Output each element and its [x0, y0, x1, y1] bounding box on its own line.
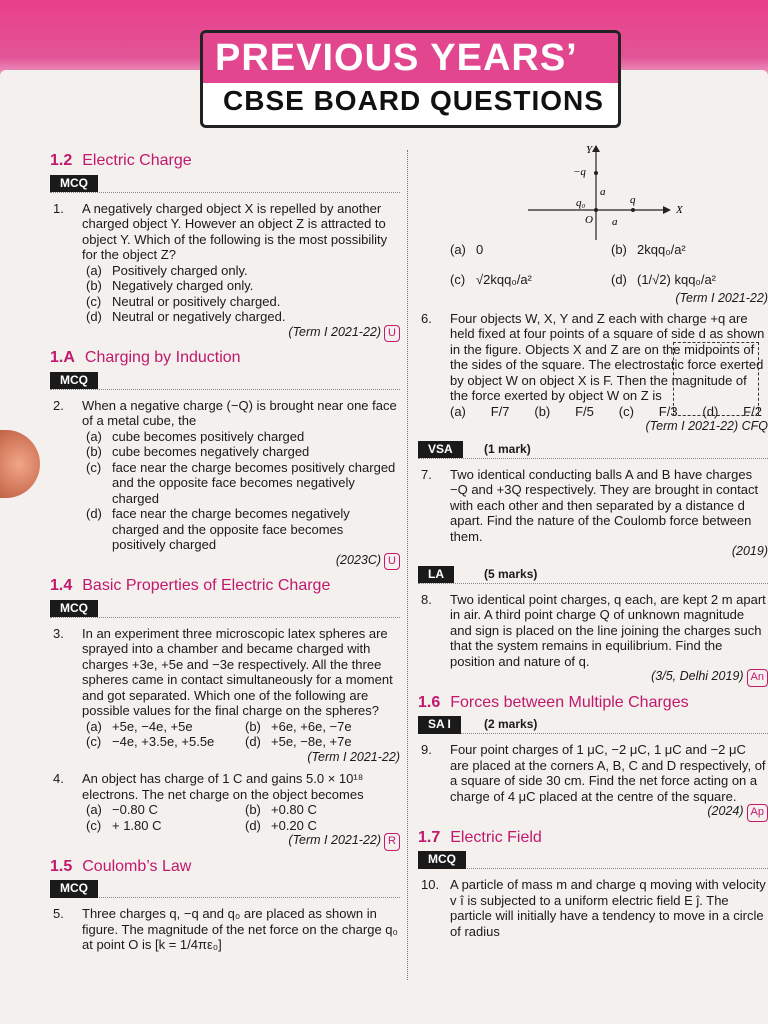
square-figure	[673, 342, 759, 416]
mcq-badge-line: MCQ	[50, 175, 400, 193]
question-5: 5. Three charges q, −q and q₀ are placed as shown in figure. The magnitude of the net force on the charge q₀ at point O is [k = 1/4πε₀]	[53, 906, 398, 952]
title-line1: PREVIOUS YEARS’	[215, 37, 578, 79]
left-column	[50, 145, 400, 959]
distance-a-label: a	[612, 216, 618, 228]
vsa-badge-line: VSA (1 mark)	[418, 441, 768, 459]
section-1-4-heading: 1.4 Basic Properties of Electric Charge	[50, 577, 331, 594]
title-banner	[203, 33, 618, 83]
mcq-badge-line: MCQ	[50, 372, 400, 390]
la-badge-line: LA (5 marks)	[418, 566, 768, 584]
title-box	[200, 30, 621, 128]
difficulty-tag: R	[384, 833, 400, 851]
distance-a-label: a	[600, 186, 606, 198]
section-1-7-heading: 1.7 Electric Field	[418, 828, 542, 846]
question-1: 1. A negatively charged object X is repelled by another charged object Y. However an object Z is attracted to object Y. Which of the following is the most possibility for the object Z? (a) Positively charged only. (b) Negatively charged only. (c) Neutral or positively charged. (d) Neutral or negatively charged. (Term I 2021-22) U	[50, 201, 400, 343]
section-1-2-heading: 1.2 Electric Charge	[50, 152, 192, 169]
question-5-options: (a) 0 (b) 2kqq₀/a²	[450, 242, 686, 257]
question-2: 2. When a negative charge (−Q) is brought near one face of a metal cube, the (a) cube becomes positively charged (b) cube becomes negatively charged (c) face near the charge becomes positively charged and the opposite face becomes negatively charged (d) face near the charge becomes negatively charged and the opposite face becomes positively charged (2023C) U	[50, 398, 400, 571]
question-5-ref: (Term I 2021-22)	[675, 291, 768, 305]
mcq-badge-line: MCQ	[50, 600, 400, 618]
x-axis-label: X	[676, 204, 683, 216]
question-9: 9. Four point charges of 1 μC, −2 μC, 1 μC and −2 μC are placed at the corners A, B, C and D respectively, of a square of side 30 cm. Find the net force acting on a charge of 4 μC placed at the centre of the square. (2024) Ap	[418, 742, 768, 822]
title-line2: CBSE BOARD QUESTIONS	[223, 85, 604, 116]
charge-q: q	[630, 194, 636, 206]
charge-axes-figure	[528, 145, 688, 240]
sa1-badge-line: SA I (2 marks)	[418, 716, 768, 734]
charge-minus-q: −q	[573, 166, 586, 178]
difficulty-tag: An	[747, 669, 768, 687]
question-10: 10. A particle of mass m and charge q moving with velocity v î is subjected to a uniform electric field E ĵ. The particle will initially have a tendency to move in a circle of radius	[421, 877, 766, 939]
origin-label: O	[585, 214, 593, 226]
question-8: 8. Two identical point charges, q each, are kept 2 m apart in air. A third point charge Q of unknown magnitude and sign is placed on the line joining the charges such that the system remains in equilibrium. Find the position and nature of q. (3/5, Delhi 2019) An	[418, 592, 768, 687]
charge-q0: q₀	[576, 197, 586, 209]
y-axis-label: Y	[586, 145, 593, 156]
question-3: 3. In an experiment three microscopic latex spheres are sprayed into a chamber and became charged with charges +3e, +5e and −3e respectively. All the three spheres came in contact simultaneously for a moment and got separated. Which one of the following are possible values for the final charge on the spheres? (a) +5e, −4e, +5e (b) +6e, +6e, −7e (c) −4e, +3.5e, +5.5e (d) +5e, −8e, +7e (Term I 2021-22)	[53, 625, 400, 764]
section-1-6-heading: 1.6 Forces between Multiple Charges	[418, 693, 689, 711]
difficulty-tag: U	[384, 553, 400, 571]
question-6: 6. Four objects W, X, Y and Z each with charge +q are held fixed at four points of a square of side d as shown in the figure. Objects X and Z are on the midpoints of the sides of the square. The electrostatic force exerted by object W on object X is F. Then the magnitude of the force exerted by object W on Z is (a) F/7 (b) F/5 (c) F/3 (d) F/2 (Term I 2021-22) CFQ	[421, 310, 768, 433]
mcq-badge-line: MCQ	[418, 851, 768, 869]
question-4: 4. An object has charge of 1 C and gains 5.0 × 10¹⁸ electrons. The net charge on the object becomes (a) −0.80 C (b) +0.80 C (c) + 1.80 C (d) +0.20 C (Term I 2021-22) R	[50, 771, 400, 851]
question-7: 7. Two identical conducting balls A and B have charges −Q and +3Q respectively. They are brought in contact with each other and then separated by a distance d apart. Find the nature of the Coulomb force between them. (2019)	[421, 466, 768, 558]
column-divider	[407, 150, 408, 980]
difficulty-tag: U	[384, 325, 400, 343]
section-1-5-heading: 1.5 Coulomb’s Law	[50, 857, 192, 875]
mcq-badge-line: MCQ	[50, 880, 400, 898]
difficulty-tag: Ap	[747, 804, 768, 822]
section-1a-heading: 1.A Charging by Induction	[50, 349, 241, 366]
right-column: X Y −q q₀ q O a a (a) 0 (b) 2kqq₀/a² (c) √2kqq₀/a² (d) (1/√2) kqq₀/a² (Term I 2021-22) 6. Four objects W, X, Y and Z each with charge +q are held fixed at four points of a square of side d as shown in the figure. Objects X and Z are on the midpoints of the sides of the square. The electrostatic force exerted by object W on object X is F. Then the magnitude of the force exerted by object W on Z is (a) F/7 (b) F/5 (c) F/3 (d) F/2 (Term I 2021-22) CFQ VSA (1 mark) 7. Two identical conducting balls A and B have charges −Q and +3Q respectively. They are brought in contact with each other and then separated by a distance d apart. Find the nature of the Coulomb force between them. (2019) LA (5 marks) 8. Two identical point charges, q each, are kept 2 m apart in air. A third point charge Q of unknown magnitude and sign is placed on the line joining the charges such that the system remains in equilibrium. Find the position and nature of q. (3/5, Delhi 2019) An 1.6 Forces between Multiple Charges SA I (2 marks) 9. Four point charges of 1 μC, −2 μC, 1 μC and −2 μC are placed at the corners A, B, C and D respectively, of a square of side 30 cm. Find the net force acting on a charge of 4 μC placed at the centre of the square. (2024) Ap 1.7 Electric Field MCQ 10. A particle of mass m and charge q moving with velocity v î is subjected to a uniform electric field E ĵ. The particle will initially have a tendency to move in a circle of radius	[418, 145, 768, 939]
